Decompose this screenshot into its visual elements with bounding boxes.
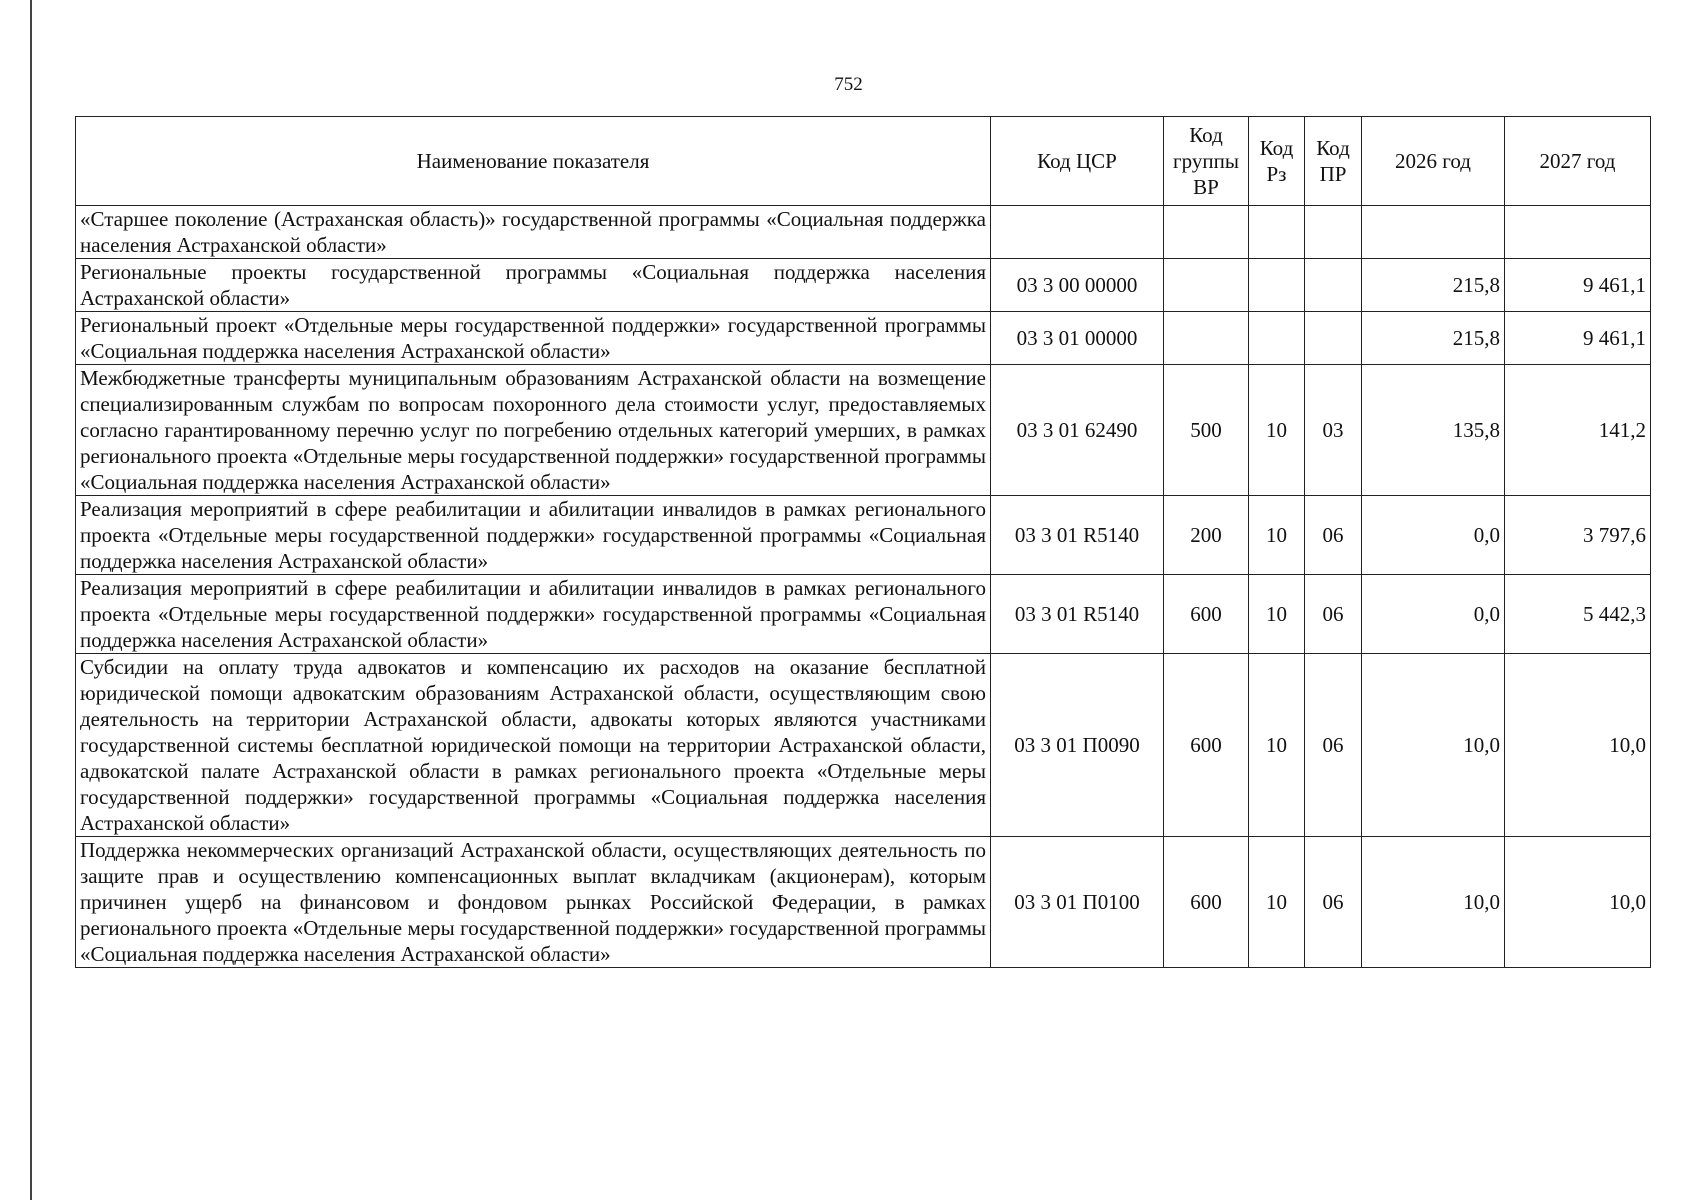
row-name: Реализация мероприятий в сфере реабилитации и абилитации инвалидов в рамках регионального проекта «Отдельные меры государственной поддержки» государственной программы «Социальная поддержка населения Астраханской области» bbox=[76, 575, 991, 654]
row-name: Поддержка некоммерческих организаций Астраханской области, осуществляющих деятельность по защите прав и осуществлению компенсационных выплат вкладчикам (акционерам), которым причинен ущерб на финансовом и фондовом рынках Российской Федерации, в рамках регионального проекта «Отдельные меры государственной поддержки» государственной программы «Социальная поддержка населения Астраханской области» bbox=[76, 837, 991, 968]
table-header-row bbox=[76, 117, 1651, 206]
row-name: Региональные проекты государственной программы «Социальная поддержка населения Астраханской области» bbox=[76, 259, 991, 312]
page-number: 752 bbox=[834, 74, 863, 95]
row-2027: 9 461,1 bbox=[1505, 259, 1651, 312]
row-rz: 10 bbox=[1249, 575, 1305, 654]
row-csr: 03 3 01 R5140 bbox=[991, 496, 1164, 575]
header-name: Наименование показателя bbox=[76, 117, 991, 206]
table-row bbox=[76, 496, 1651, 575]
row-2027 bbox=[1505, 206, 1651, 259]
row-name: «Старшее поколение (Астраханская область)» государственной программы «Социальная поддержка населения Астраханской области» bbox=[76, 206, 991, 259]
table-row bbox=[76, 312, 1651, 365]
row-2027: 10,0 bbox=[1505, 837, 1651, 968]
row-vr bbox=[1164, 312, 1249, 365]
row-vr: 600 bbox=[1164, 837, 1249, 968]
row-2026: 10,0 bbox=[1362, 837, 1505, 968]
table-row bbox=[76, 575, 1651, 654]
row-pr: 06 bbox=[1305, 654, 1362, 837]
row-pr bbox=[1305, 206, 1362, 259]
row-csr: 03 3 01 00000 bbox=[991, 312, 1164, 365]
row-name: Субсидии на оплату труда адвокатов и компенсацию их расходов на оказание бесплатной юридической помощи адвокатским образованиям Астраханской области, осуществляющим свою деятельность на территории Астраханской области, адвокаты которых являются участниками государственной системы бесплатной юридической помощи на территории Астраханской области, адвокатской палате Астраханской области в рамках регионального проекта «Отдельные меры государственной поддержки» государственной программы «Социальная поддержка населения Астраханской области» bbox=[76, 654, 991, 837]
header-2026: 2026 год bbox=[1362, 117, 1505, 206]
row-pr: 06 bbox=[1305, 837, 1362, 968]
header-csr: Код ЦСР bbox=[991, 117, 1164, 206]
row-csr: 03 3 01 П0100 bbox=[991, 837, 1164, 968]
table-row bbox=[76, 654, 1651, 837]
header-2027: 2027 год bbox=[1505, 117, 1651, 206]
row-name: Реализация мероприятий в сфере реабилитации и абилитации инвалидов в рамках регионального проекта «Отдельные меры государственной поддержки» государственной программы «Социальная поддержка населения Астраханской области» bbox=[76, 496, 991, 575]
budget-table bbox=[75, 116, 1651, 968]
row-csr: 03 3 01 62490 bbox=[991, 365, 1164, 496]
row-2026: 0,0 bbox=[1362, 575, 1505, 654]
row-2026 bbox=[1362, 206, 1505, 259]
row-pr bbox=[1305, 259, 1362, 312]
row-2027: 3 797,6 bbox=[1505, 496, 1651, 575]
row-csr: 03 3 01 R5140 bbox=[991, 575, 1164, 654]
row-2026: 135,8 bbox=[1362, 365, 1505, 496]
row-pr: 06 bbox=[1305, 496, 1362, 575]
row-pr: 06 bbox=[1305, 575, 1362, 654]
row-rz: 10 bbox=[1249, 837, 1305, 968]
row-rz bbox=[1249, 206, 1305, 259]
row-2026: 0,0 bbox=[1362, 496, 1505, 575]
header-rz: Код Рз bbox=[1249, 117, 1305, 206]
row-vr: 200 bbox=[1164, 496, 1249, 575]
row-vr: 500 bbox=[1164, 365, 1249, 496]
table-row bbox=[76, 365, 1651, 496]
table-row bbox=[76, 206, 1651, 259]
row-rz: 10 bbox=[1249, 496, 1305, 575]
row-vr bbox=[1164, 259, 1249, 312]
table-row bbox=[76, 259, 1651, 312]
row-2026: 215,8 bbox=[1362, 259, 1505, 312]
row-name: Региональный проект «Отдельные меры государственной поддержки» государственной программы «Социальная поддержка населения Астраханской области» bbox=[76, 312, 991, 365]
row-vr: 600 bbox=[1164, 654, 1249, 837]
row-csr: 03 3 01 П0090 bbox=[991, 654, 1164, 837]
header-pr: Код ПР bbox=[1305, 117, 1362, 206]
row-2027: 9 461,1 bbox=[1505, 312, 1651, 365]
row-name: Межбюджетные трансферты муниципальным образованиям Астраханской области на возмещение специализированным службам по вопросам похоронного дела стоимости услуг, предоставляемых согласно гарантированному перечню услуг по погребению отдельных категорий умерших, в рамках регионального проекта «Отдельные меры государственной поддержки» государственной программы «Социальная поддержка населения Астраханской области» bbox=[76, 365, 991, 496]
left-margin-line bbox=[30, 0, 32, 1200]
row-rz bbox=[1249, 312, 1305, 365]
row-rz bbox=[1249, 259, 1305, 312]
row-pr: 03 bbox=[1305, 365, 1362, 496]
row-2026: 215,8 bbox=[1362, 312, 1505, 365]
row-csr: 03 3 00 00000 bbox=[991, 259, 1164, 312]
row-vr: 600 bbox=[1164, 575, 1249, 654]
header-vr: Код группы ВР bbox=[1164, 117, 1249, 206]
row-2027: 141,2 bbox=[1505, 365, 1651, 496]
table-row bbox=[76, 837, 1651, 968]
row-vr bbox=[1164, 206, 1249, 259]
row-csr bbox=[991, 206, 1164, 259]
row-2027: 5 442,3 bbox=[1505, 575, 1651, 654]
row-2027: 10,0 bbox=[1505, 654, 1651, 837]
row-2026: 10,0 bbox=[1362, 654, 1505, 837]
row-pr bbox=[1305, 312, 1362, 365]
row-rz: 10 bbox=[1249, 654, 1305, 837]
row-rz: 10 bbox=[1249, 365, 1305, 496]
